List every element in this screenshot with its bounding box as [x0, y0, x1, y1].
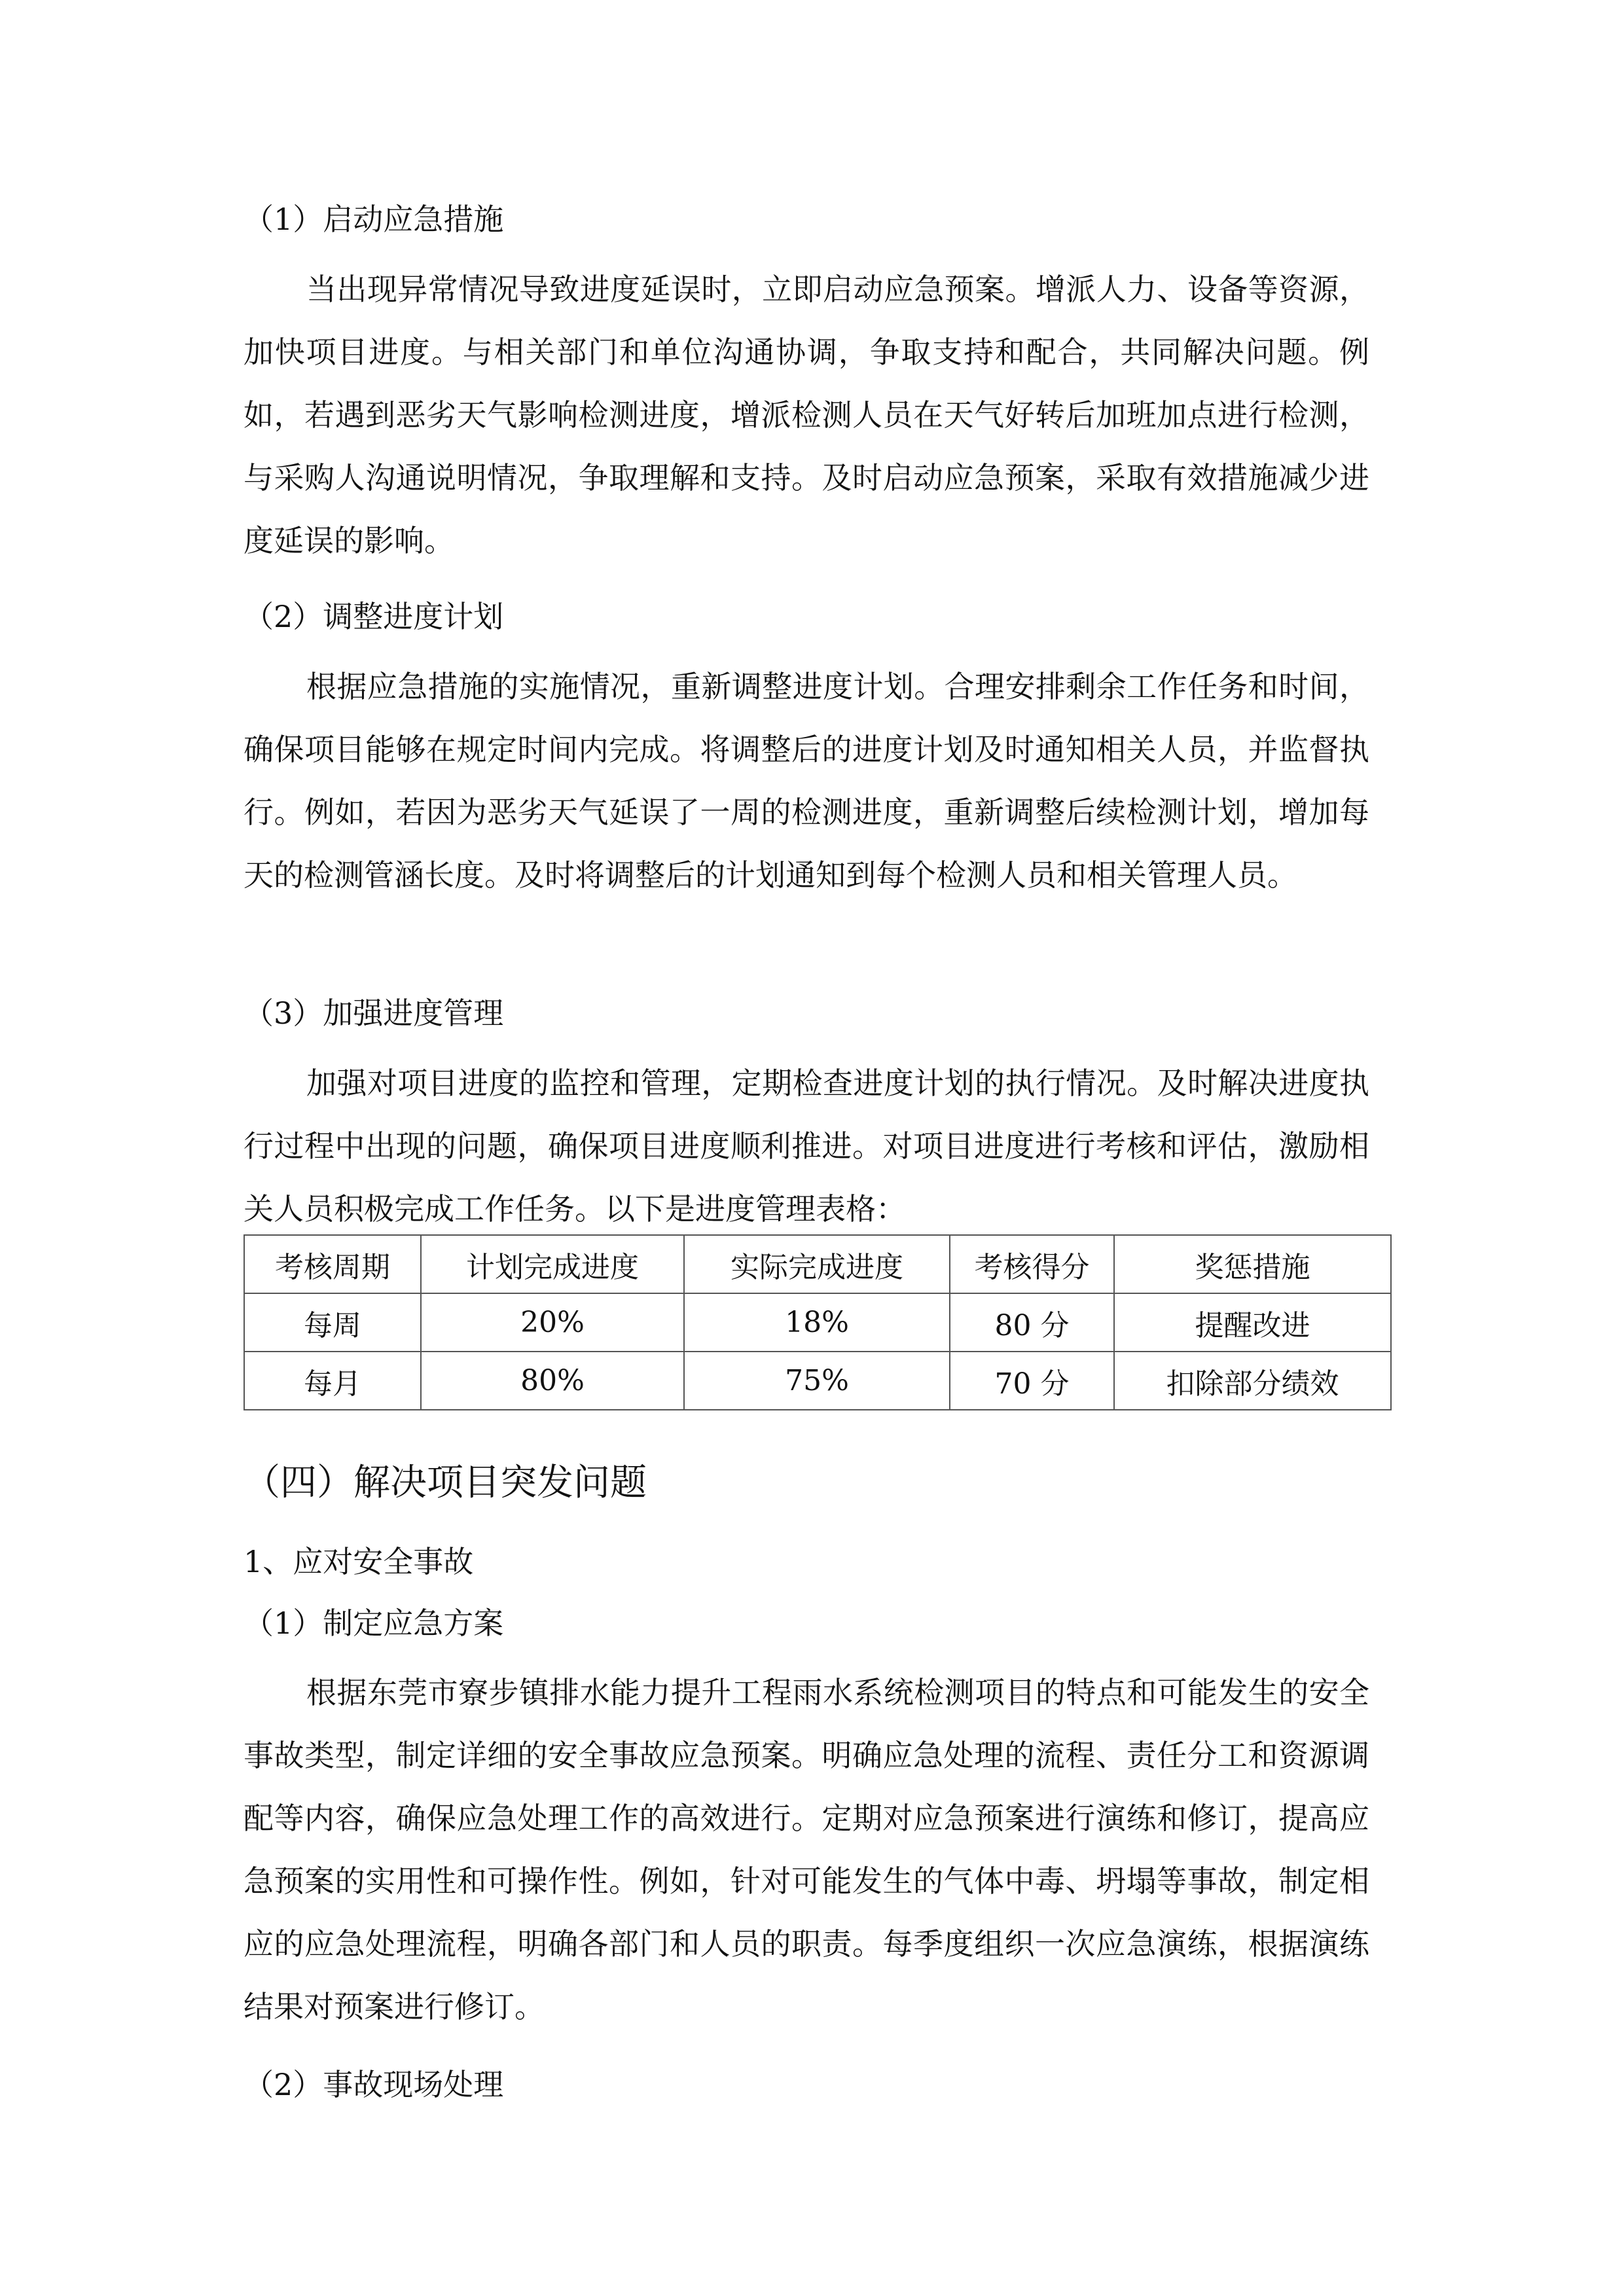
paragraph-emergency-plan: 根据东莞市寮步镇排水能力提升工程雨水系统检测项目的特点和可能发生的安全事故类型，制定详细的安全事故应急预案。明确应急处理的流程、责任分工和资源调配等内容，确保应急处理工作的高效进行。定期对应急预案进行演练和修订，提高应急预案的实用性和可操作性。例如，针对可能发生的气体中毒、坍塌等事故，制定相应的应急处理流程，明确各部门和人员的职责。每季度组织一次应急演练，根据演练结果对预案进行修订。 [244, 1675, 1369, 2024]
subsection-title-accident-site: （2）事故现场处理 [244, 2067, 504, 2102]
paragraph-adjust-schedule: 根据应急措施的实施情况，重新调整进度计划。合理安排剩余工作任务和时间，确保项目能够在规定时间内完成。将调整后的进度计划及时通知相关人员，并监督执行。例如，若因为恶劣天气延误了一周的检测进度，重新调整后续检测计划，增加每天的检测管涵长度。及时将调整后的计划通知到每个检测人员和相关管理人员。 [244, 669, 1369, 893]
paragraph-start-emergency: 当出现异常情况导致进度延误时，立即启动应急预案。增派人力、设备等资源，加快项目进度。与相关部门和单位沟通协调，争取支持和配合，共同解决问题。例如，若遇到恶劣天气影响检测进度，增派检测人员在天气好转后加班加点进行检测，与采购人沟通说明情况，争取理解和支持。及时启动应急预案，采取有效措施减少进度延误的影响。 [244, 272, 1369, 558]
table-cell: 提醒改进 [1114, 1293, 1391, 1352]
table-cell: 70 分 [950, 1352, 1114, 1410]
subsection-title-strengthen-management: （3）加强进度管理 [244, 996, 504, 1031]
table-header-cell: 考核得分 [950, 1235, 1114, 1293]
table-cell: 每周 [244, 1293, 421, 1352]
subsection-title-adjust-schedule: （2）调整进度计划 [244, 599, 504, 634]
subheading-safety-accidents: 1、应对安全事故 [244, 1544, 474, 1579]
table-cell: 80% [421, 1352, 684, 1410]
table-header-cell: 计划完成进度 [421, 1235, 684, 1293]
table-header-row [244, 1235, 1391, 1293]
table-header-cell: 奖惩措施 [1114, 1235, 1391, 1293]
table-cell: 扣除部分绩效 [1114, 1352, 1391, 1410]
table-cell: 20% [421, 1293, 684, 1352]
progress-management-table [244, 1234, 1392, 1410]
table-row [244, 1293, 1391, 1352]
table-cell: 80 分 [950, 1293, 1114, 1352]
paragraph-strengthen-management: 加强对项目进度的监控和管理，定期检查进度计划的执行情况。及时解决进度执行过程中出现的问题，确保项目进度顺利推进。对项目进度进行考核和评估，激励相关人员积极完成工作任务。以下是进度管理表格： [244, 1066, 1369, 1227]
table-cell: 75% [684, 1352, 950, 1410]
table-cell: 每月 [244, 1352, 421, 1410]
table-cell: 18% [684, 1293, 950, 1352]
table-header-cell: 考核周期 [244, 1235, 421, 1293]
table-header-cell: 实际完成进度 [684, 1235, 950, 1293]
subsection-title-emergency-plan: （1）制定应急方案 [244, 1605, 504, 1641]
subsection-title-start-emergency: （1）启动应急措施 [244, 202, 504, 237]
table-row [244, 1352, 1391, 1410]
section-heading-emergencies: （四）解决项目突发问题 [244, 1462, 647, 1504]
